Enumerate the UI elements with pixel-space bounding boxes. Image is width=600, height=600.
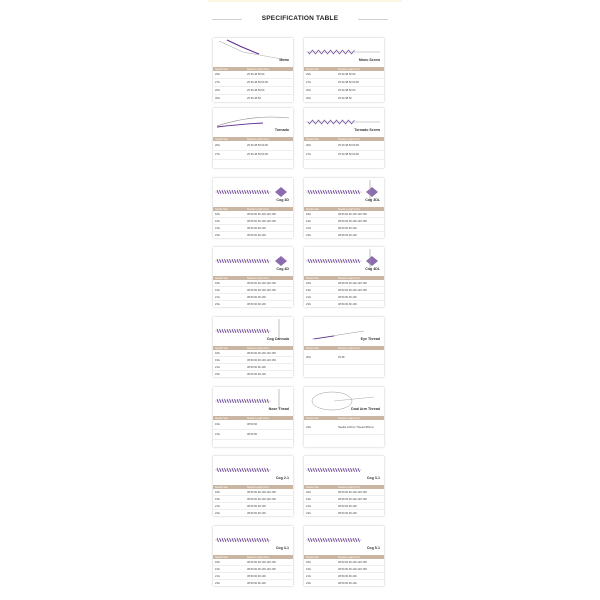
needle-length-cell: 38.50.60.90.100 [245,232,293,239]
product-name: Nose Thead [268,407,289,411]
table-row [213,420,293,430]
col-header-needle-size: Needle Size [304,555,336,559]
spec-table [304,346,384,365]
needle-size-cell: 21G [304,573,336,580]
spec-table [304,555,384,586]
needle-length-cell: 25.38 [336,350,384,365]
product-name: Cog 4D [276,267,289,271]
needle-size-cell: 19G [213,496,245,503]
table-row [304,503,384,510]
needle-size-cell: 23G [304,510,336,517]
table-row [213,71,293,79]
needle-length-cell: 38.50.60.90.100.120.150 [336,211,384,218]
spec-card [213,526,293,586]
needle-size-cell: 30G [304,350,336,365]
table-row [213,150,293,160]
product-name: Cog 2-1 [275,476,289,480]
spec-card [213,108,293,168]
needle-size-cell: 23G [304,301,336,308]
needle-size-cell: 18G [213,211,245,218]
spec-table [304,67,384,102]
needle-length-cell: 38.50.60.90.100.120.150 [245,489,293,496]
needle-length-cell: 38.50.60.90.100 [245,364,293,371]
needle-size-cell: 27G [213,79,245,87]
needle-length-cell: 25.30.38.50.60.90 [336,150,384,160]
needle-length-cell: 25.30.38.50 [245,95,293,103]
table-row [304,232,384,239]
col-header-needle-size: Needle Size [213,555,245,559]
spec-card [304,456,384,516]
table-row [213,357,293,364]
needle-length-cell: 38.50.60.90.100 [336,301,384,308]
needle-size-cell: 23G [213,301,245,308]
needle-size-cell: 19G [213,420,245,430]
product-name: Cog 5-1 [366,546,380,550]
table-row [304,141,384,150]
spec-card [213,317,293,377]
needle-size-cell: 19G [213,566,245,573]
col-header-needle-size: Needle Size [213,67,245,71]
needle-length-cell: 38.50.60.90.100 [245,301,293,308]
spec-card [213,247,293,307]
spec-table [213,485,293,516]
needle-length-cell: 38.50.60.90.100 [245,573,293,580]
needle-length-cell: 38.50.60 [245,420,293,430]
table-row [304,350,384,365]
needle-length-cell: Needle 100mm Thread 300mm [336,420,384,435]
needle-length-cell: 38.50.60.90.100 [336,294,384,301]
needle-length-cell: 38.50.60.90.100.120.150 [245,566,293,573]
needle-length-cell: 25.30.38.50.60 [245,87,293,95]
needle-size-cell: 29G [304,71,336,79]
product-name: Cog Cannula [266,337,289,341]
spec-card [304,108,384,168]
needle-length-cell: 25.30.38.60.90 [245,71,293,79]
product-name: Tornado Screw [354,128,380,132]
product-name: Cog 3-1 [366,476,380,480]
col-header-needle-length: Needle Length (mm) [336,207,384,211]
spec-card [213,387,293,447]
spec-table [213,207,293,238]
needle-size-cell: 19G [304,218,336,225]
needle-length-cell: 38.50.60 [245,430,293,440]
table-row [304,218,384,225]
needle-length-cell: 25.30.38.50.60.90 [245,150,293,160]
col-header-needle-size: Needle Size [304,207,336,211]
table-row [304,150,384,160]
needle-length-cell: 38.50.60.90.100 [245,225,293,232]
table-row [213,364,293,371]
table-row [213,225,293,232]
needle-size-cell: 23G [304,232,336,239]
needle-size-cell: 19G [304,496,336,503]
table-row [213,95,293,103]
needle-length-cell: 25.30.38.50.60.90 [336,141,384,150]
table-row [304,580,384,587]
table-row [213,496,293,503]
spec-table [304,137,384,160]
needle-length-cell: 25.30.38.50.60 [336,87,384,95]
col-header-needle-length: Needle Length (mm) [245,137,293,141]
needle-length-cell: 38.50.60.90.100.120.150 [245,496,293,503]
col-header-needle-length: Needle Length (mm) [336,67,384,71]
needle-length-cell: 38.50.60.90.100 [245,580,293,587]
needle-length-cell: 38.50.60.90.100 [336,573,384,580]
needle-length-cell: 38.50.60.90.100 [245,503,293,510]
needle-size-cell: 19G [213,357,245,364]
needle-size-cell: 19G [213,287,245,294]
needle-length-cell: 25.30.38.60.90 [336,71,384,79]
table-row [304,510,384,517]
product-name: Dual Arm Thread [351,407,380,411]
needle-length-cell: 38.50.60.90.100.120.150 [336,489,384,496]
table-row [213,566,293,573]
table-row [304,87,384,95]
spec-card [304,387,384,447]
needle-size-cell: 26G [304,141,336,150]
needle-size-cell: 26G [213,87,245,95]
top-strip [208,0,402,2]
spec-card [304,317,384,377]
product-name: Tornado [274,128,289,132]
needle-size-cell: 29G [213,71,245,79]
col-header-needle-size: Needle Size [304,485,336,489]
needle-size-cell: 26G [304,87,336,95]
spec-card [304,38,384,102]
needle-length-cell: 38.50.60.90.100.120.150 [245,218,293,225]
spec-table [213,137,293,160]
table-row [304,573,384,580]
col-header-needle-length: Needle Length (mm) [336,555,384,559]
needle-size-cell: 23G [304,420,336,435]
needle-size-cell: 23G [213,510,245,517]
needle-size-cell: 19G [213,218,245,225]
table-row [304,294,384,301]
table-row [213,573,293,580]
col-header-needle-length: Needle Length (mm) [336,485,384,489]
needle-length-cell: 38.50.60.90.100.120.150 [245,280,293,287]
col-header-needle-length: Needle Length (mm) [245,346,293,350]
needle-size-cell: 18G [304,489,336,496]
spec-card [213,38,293,102]
table-row [213,232,293,239]
needle-length-cell: 38.50.60.90.100.120.150 [245,287,293,294]
needle-length-cell: 38.50.60.90.100 [245,510,293,517]
needle-size-cell: 18G [304,280,336,287]
needle-size-cell: 26G [213,141,245,150]
table-row [213,287,293,294]
col-header-needle-length: Needle Length (mm) [245,555,293,559]
needle-length-cell: 38.50.60.90.100 [336,580,384,587]
spec-table [213,67,293,102]
table-row [213,503,293,510]
needle-length-cell: 38.50.60.90.100.120.150 [245,559,293,566]
needle-size-cell: 23G [213,232,245,239]
needle-length-cell: 25.30.38.50.60.90 [245,141,293,150]
needle-size-cell: 27G [304,150,336,160]
col-header-needle-length: Needle Length (mm) [245,67,293,71]
needle-length-cell: 38.50.60.90.100 [245,371,293,378]
needle-length-cell: 25.30.38.50.60.90 [245,79,293,87]
table-row [304,287,384,294]
col-header-needle-length: Needle Length (mm) [336,137,384,141]
table-row [213,87,293,95]
col-header-needle-size: Needle Size [304,137,336,141]
needle-length-cell: 38.50.60.90.100.120.150 [336,496,384,503]
needle-size-cell: 18G [213,559,245,566]
spec-card [304,247,384,307]
table-row [213,141,293,150]
spec-header [212,14,388,24]
col-header-needle-size: Needle Size [213,346,245,350]
table-row [304,566,384,573]
needle-size-cell: 23G [213,580,245,587]
spec-table [213,276,293,307]
col-header-needle-length: Needle Length (mm) [336,276,384,280]
spec-table [213,346,293,377]
product-name: Mono [279,58,289,62]
needle-size-cell: 21G [304,225,336,232]
needle-size-cell: 21G [213,573,245,580]
needle-length-cell: 38.50.60.90.100.120.150 [336,566,384,573]
needle-size-cell: 18G [213,489,245,496]
col-header-needle-length: Needle Length (mm) [336,416,384,420]
spec-table [304,207,384,238]
needle-size-cell: 21G [304,294,336,301]
needle-length-cell: 38.50.60.90.100 [245,294,293,301]
needle-size-cell: 23G [304,580,336,587]
spec-card [304,178,384,238]
table-row [213,294,293,301]
needle-length-cell: 38.50.60.90.100.120.150 [245,357,293,364]
spec-table [304,485,384,516]
table-row [304,496,384,503]
needle-length-cell: 38.50.60.90.100.120.150 [336,559,384,566]
spec-card [304,526,384,586]
spec-card [213,178,293,238]
col-header-needle-size: Needle Size [213,416,245,420]
col-header-needle-length: Needle Length (mm) [336,346,384,350]
col-header-needle-size: Needle Size [304,346,336,350]
spec-table [304,416,384,435]
table-row [213,301,293,308]
col-header-needle-length: Needle Length (mm) [245,276,293,280]
col-header-needle-size: Needle Size [213,276,245,280]
product-name: Cog 3D [276,198,289,202]
col-header-needle-size: Needle Size [304,276,336,280]
table-row [304,95,384,103]
needle-size-cell: 21G [213,294,245,301]
product-name: Cog 4DL [365,267,380,271]
needle-size-cell: 18G [304,211,336,218]
needle-size-cell: 23G [213,371,245,378]
needle-size-cell: 21G [213,225,245,232]
spec-table [304,276,384,307]
needle-length-cell: 38.50.60.90.100.120.150 [245,350,293,357]
needle-size-cell: 30G [304,95,336,103]
product-name: Cog 4-1 [275,546,289,550]
col-header-needle-size: Needle Size [213,137,245,141]
needle-size-cell: 21G [213,503,245,510]
col-header-needle-length: Needle Length (mm) [245,485,293,489]
needle-size-cell: 18G [213,350,245,357]
table-row [213,510,293,517]
col-header-needle-length: Needle Length (mm) [245,207,293,211]
table-row [304,225,384,232]
product-name: Cog 3DL [365,198,380,202]
needle-size-cell: 30G [213,95,245,103]
needle-size-cell: 27G [213,150,245,160]
needle-length-cell: 25.30.38.50 [336,95,384,103]
table-row [213,218,293,225]
spec-card [213,456,293,516]
needle-size-cell: 27G [304,79,336,87]
needle-length-cell: 38.50.60.90.100 [336,510,384,517]
product-name: Eye Thread [360,337,380,341]
needle-length-cell: 25.30.38.50.60.90 [336,79,384,87]
col-header-needle-size: Needle Size [304,67,336,71]
col-header-needle-length: Needle Length (mm) [245,416,293,420]
needle-size-cell: 21G [304,503,336,510]
table-row [304,420,384,435]
table-row [213,371,293,378]
table-row [304,301,384,308]
col-header-needle-size: Needle Size [213,485,245,489]
needle-size-cell: 19G [304,566,336,573]
spec-table [213,416,293,440]
needle-size-cell: 19G [304,287,336,294]
page-title: SPECIFICATION TABLE [261,15,339,22]
needle-length-cell: 38.50.60.90.100.120.150 [336,280,384,287]
table-row [304,79,384,87]
spec-table [213,555,293,586]
table-row [213,430,293,440]
needle-length-cell: 38.50.60.90.100.120.150 [336,287,384,294]
product-name: Mono Screw [358,58,380,62]
needle-length-cell: 38.50.60.90.100.120.150 [245,211,293,218]
needle-size-cell: 18G [213,280,245,287]
table-row [213,79,293,87]
table-row [304,71,384,79]
needle-size-cell: 21G [213,430,245,440]
col-header-needle-size: Needle Size [304,416,336,420]
needle-length-cell: 38.50.60.90.100 [336,232,384,239]
col-header-needle-size: Needle Size [213,207,245,211]
needle-size-cell: 18G [304,559,336,566]
header-rule-right [358,19,388,20]
needle-length-cell: 38.50.60.90.100.120.150 [336,218,384,225]
needle-length-cell: 38.50.60.90.100 [336,503,384,510]
table-row [213,580,293,587]
needle-length-cell: 38.50.60.90.100 [336,225,384,232]
needle-size-cell: 21G [213,364,245,371]
